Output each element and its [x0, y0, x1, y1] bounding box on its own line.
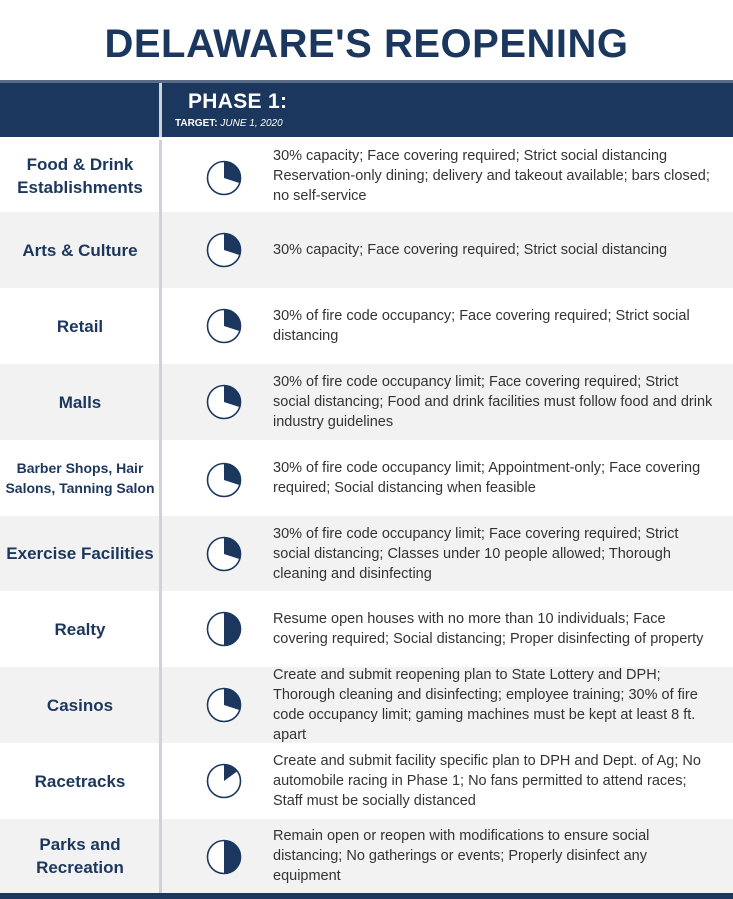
table-row [0, 819, 733, 893]
capacity-pie-icon [206, 384, 242, 420]
guideline-text: 30% of fire code occupancy; Face covering required; Strict social distancing [273, 308, 690, 344]
column-divider [159, 516, 162, 591]
table-row [0, 667, 733, 743]
category-label: Parks and Recreation [36, 835, 124, 877]
table-row [0, 516, 733, 591]
category-label: Casinos [46, 695, 114, 715]
capacity-pie-icon [206, 462, 242, 498]
table-row [0, 591, 733, 667]
column-divider [159, 212, 162, 288]
table-row [0, 140, 733, 212]
capacity-pie-icon [206, 687, 242, 723]
table-row [0, 212, 733, 288]
guideline-text: 30% capacity; Face covering required; Strict social distancing Reservation-only dining; delivery and takeout available; bars closed; no self-service [273, 148, 710, 204]
guideline-text: Remain open or reopen with modifications to ensure social distancing; No gatherings or events; Properly disinfect any equipment [273, 828, 650, 884]
column-divider [159, 667, 162, 743]
target-date: JUNE 1, 2020 [220, 118, 283, 129]
phase-title: PHASE 1: [188, 90, 288, 113]
table-row [0, 288, 733, 364]
column-divider [159, 440, 162, 516]
table-row [0, 440, 733, 516]
page-title: DELAWARE'S REOPENING [104, 22, 629, 66]
category-label: Food & Drink Establishments [17, 155, 143, 197]
column-divider [159, 819, 162, 893]
guideline-text: Resume open houses with no more than 10 individuals; Face covering required; Social distancing; Proper disinfecting of property [273, 611, 704, 647]
target-label: TARGET: [175, 118, 218, 129]
guideline-text: Create and submit reopening plan to State Lottery and DPH; Thorough cleaning and disinfecting; employee training; 30% of fire code occupancy limit; gaming machines must be kept at least 8 ft. apart [273, 667, 698, 743]
column-divider [159, 364, 162, 440]
category-label: Malls [58, 392, 102, 412]
table-row [0, 364, 733, 440]
guideline-text: 30% of fire code occupancy limit; Appointment-only; Face covering required; Social distancing when feasible [273, 460, 701, 496]
capacity-pie-icon [206, 611, 242, 647]
column-divider [159, 743, 162, 819]
pie-filled-slice [224, 613, 241, 646]
category-label: Racetracks [34, 771, 126, 791]
capacity-pie-icon [206, 232, 242, 268]
category-label: Barber Shops, Hair Salons, Tanning Salon [5, 460, 155, 496]
capacity-pie-icon [206, 160, 242, 196]
guideline-text: 30% capacity; Face covering required; Strict social distancing [273, 242, 668, 258]
table-row [0, 743, 733, 819]
column-divider [159, 288, 162, 364]
guideline-text: 30% of fire code occupancy limit; Face covering required; Strict social distancing; Food and drink facilities must follow food and drink industry guidelines [273, 374, 713, 430]
header-category-cell [0, 83, 160, 137]
capacity-pie-icon [206, 839, 242, 875]
category-label: Arts & Culture [22, 240, 138, 260]
category-label: Realty [54, 619, 106, 639]
pie-filled-slice [224, 841, 241, 874]
guideline-text: Create and submit facility specific plan to DPH and Dept. of Ag; No automobile racing in Phase 1; No fans permitted to attend races; Staff must be socially distanced [273, 753, 701, 809]
column-divider [159, 140, 162, 212]
phase-target [175, 118, 283, 129]
category-label: Exercise Facilities [6, 544, 154, 563]
capacity-pie-icon [206, 536, 242, 572]
capacity-pie-icon [206, 763, 242, 799]
column-divider [159, 591, 162, 667]
capacity-pie-icon [206, 308, 242, 344]
category-label: Retail [56, 316, 104, 336]
guideline-text: 30% of fire code occupancy limit; Face covering required; Strict social distancing; Classes under 10 people allowed; Thorough cleaning and disinfecting [273, 525, 679, 582]
bottom-bar [0, 893, 733, 899]
column-divider [159, 83, 162, 137]
phase-header [0, 80, 733, 137]
